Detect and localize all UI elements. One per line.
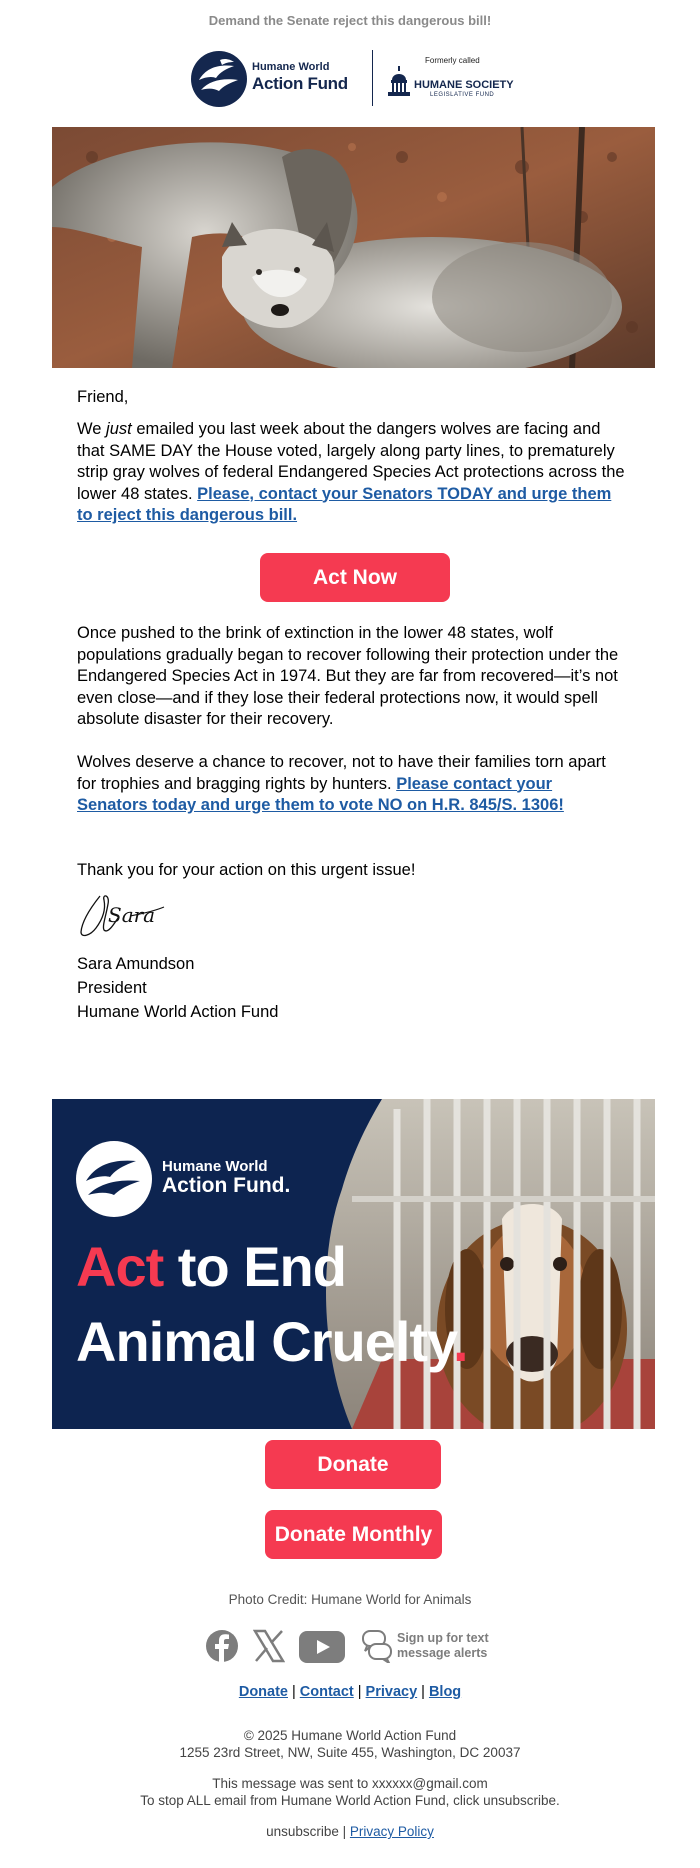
unsubscribe-link[interactable]: unsubscribe bbox=[266, 1824, 339, 1839]
unsubscribe-row bbox=[0, 1823, 700, 1840]
banner-headline-line2-text: Animal Cruelty bbox=[76, 1310, 454, 1373]
banner-org-line2: Action Fund. bbox=[162, 1174, 291, 1197]
capitol-dome-icon bbox=[388, 66, 410, 98]
footer-separator: | bbox=[292, 1684, 296, 1700]
sms-signup-line2: message alerts bbox=[397, 1646, 488, 1660]
donate-monthly-button[interactable]: Donate Monthly bbox=[265, 1510, 442, 1559]
signer-org: Humane World Action Fund bbox=[77, 1003, 279, 1021]
paragraph-4: Thank you for your action on this urgent issue! bbox=[77, 861, 416, 879]
logo-name-line1: Humane World bbox=[252, 61, 330, 73]
youtube-icon[interactable] bbox=[299, 1631, 345, 1663]
x-twitter-icon[interactable] bbox=[253, 1629, 285, 1663]
privacy-policy-link[interactable]: Privacy Policy bbox=[349, 1824, 434, 1839]
unsubscribe-separator: | bbox=[342, 1824, 347, 1839]
banner-logo-icon bbox=[76, 1141, 152, 1217]
facebook-icon[interactable] bbox=[205, 1629, 239, 1663]
formerly-called-label: Formerly called bbox=[425, 56, 480, 65]
former-name-line2: LEGISLATIVE FUND bbox=[430, 92, 495, 98]
footer-contact-link[interactable]: Contact bbox=[299, 1684, 354, 1700]
stop-all-text: To stop ALL email from Humane World Action Fund, click unsubscribe. bbox=[140, 1793, 560, 1808]
footer-nav bbox=[0, 1684, 700, 1700]
donate-button[interactable]: Donate bbox=[265, 1440, 441, 1489]
act-now-button[interactable]: Act Now bbox=[260, 553, 450, 602]
sms-signup-line1: Sign up for text bbox=[397, 1631, 489, 1645]
header-logo[interactable] bbox=[190, 48, 520, 110]
signature-text: Sara bbox=[108, 903, 156, 927]
preheader-text: Demand the Senate reject this dangerous bill! bbox=[208, 13, 492, 28]
act-to-end-cruelty-banner[interactable] bbox=[52, 1099, 655, 1429]
text-message-icon[interactable] bbox=[362, 1629, 392, 1663]
p1-text-a: We bbox=[77, 420, 107, 438]
p3-text: Wolves deserve a chance to recover, not to have their families torn apart for trophies and bragging rights by hunters. bbox=[77, 753, 606, 793]
contact-senators-link-2[interactable]: Please contact your Senators today and urge them to vote NO on H.R. 845/S. 1306! bbox=[77, 774, 564, 814]
copyright-text: © 2025 Humane World Action Fund bbox=[243, 1728, 457, 1743]
p1-text-b: emailed you last week about the dangers wolves are facing and that SAME DAY the House voted, largely along party lines, to prematurely strip gray wolves of federal Endangered Species Act protections across the lower 48 states. bbox=[77, 420, 625, 503]
footer-blog-link[interactable]: Blog bbox=[428, 1684, 462, 1700]
paragraph-2: Once pushed to the brink of extinction in the lower 48 states, wolf populations gradually began to recover following their protection under the Endangered Species Act in 1974. But they are far from recovered—it’s not even close—and if they lose their federal protections now, it would spell absolute disaster for their recovery. bbox=[77, 624, 619, 728]
former-name-line1: HUMANE SOCIETY bbox=[414, 79, 514, 91]
footer-separator: | bbox=[421, 1684, 425, 1700]
banner-org-line1: Humane World bbox=[162, 1158, 268, 1175]
signature-image bbox=[78, 890, 168, 942]
banner-headline-accent: Act bbox=[76, 1235, 164, 1298]
humane-world-logo-icon bbox=[190, 50, 248, 108]
footer-privacy-link[interactable]: Privacy bbox=[365, 1684, 418, 1700]
sent-to-text: This message was sent to xxxxxx@gmail.com bbox=[212, 1776, 488, 1791]
mailing-address: 1255 23rd Street, NW, Suite 455, Washington, DC 20037 bbox=[179, 1745, 521, 1760]
p1-emphasis: just bbox=[106, 420, 132, 438]
paragraph-1 bbox=[77, 419, 627, 527]
greeting: Friend, bbox=[77, 388, 129, 406]
social-links bbox=[205, 1627, 505, 1667]
footer-donate-link[interactable]: Donate bbox=[238, 1684, 288, 1700]
paragraph-3 bbox=[77, 752, 627, 817]
signer-name: Sara Amundson bbox=[77, 955, 195, 973]
footer-separator: | bbox=[357, 1684, 362, 1700]
sms-signup-link[interactable] bbox=[397, 1631, 489, 1661]
banner-headline-rest: to End bbox=[163, 1235, 346, 1298]
banner-headline-dot: . bbox=[453, 1310, 468, 1373]
banner-beagle-image bbox=[52, 1099, 655, 1429]
photo-credit: Photo Credit: Humane World for Animals bbox=[228, 1592, 472, 1607]
logo-name-line2: Action Fund bbox=[252, 74, 348, 93]
contact-senators-link-1[interactable]: Please, contact your Senators TODAY and urge them to reject this dangerous bill. bbox=[77, 484, 612, 524]
banner-headline-line1 bbox=[76, 1235, 346, 1298]
signer-title: President bbox=[77, 979, 147, 997]
logo-divider bbox=[372, 50, 373, 106]
banner-headline-line2 bbox=[76, 1310, 468, 1373]
hero-wolves-image[interactable] bbox=[52, 127, 655, 368]
